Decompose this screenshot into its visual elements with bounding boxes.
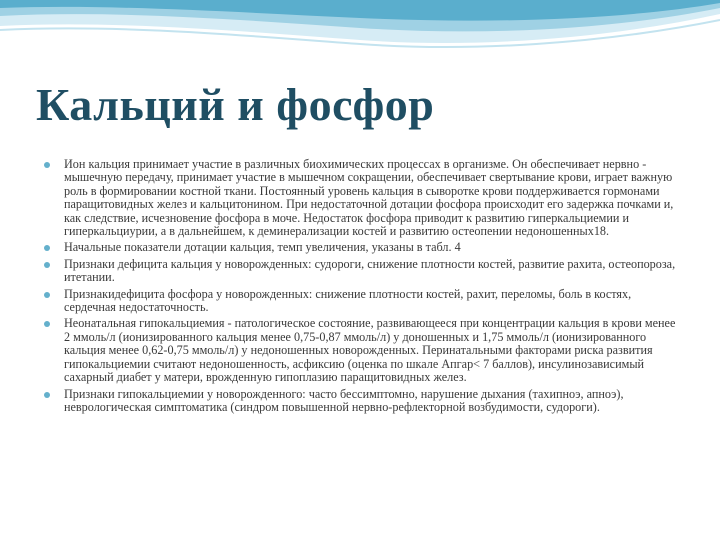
bullet-item [44, 288, 680, 315]
bullet-text: Начальные показатели дотации кальция, темп увеличения, указаны в табл. 4 [64, 240, 461, 255]
bullet-text: Неонатальная гипокальциемия - патологическое состояние, развивающееся при концентрации кальция в крови менее 2 ммоль/л (ионизированного кальция менее 0,75-0,87 ммоль/л) у доношенных и 1,75 ммоль/л (ионизированного кальция менее 0,62-0,75 ммоль/л) у недоношенных новорожденных. Перинатальными факторами риска развития гипокальциемии считают недоношенность, асфиксию (оценка по шкале Апгар< 7 баллов), инсулинозависимый сахарный диабет у матери, врожденную гипоплазию паращитовидных желез. [64, 316, 676, 385]
bullet-text: Признаки гипокальциемии у новорожденного: часто бессимптомно, нарушение дыхания (тахипноэ, апноэ), неврологическая симптоматика (синдром повышенной нервно-рефлекторной возбудимости, судороги). [64, 386, 624, 414]
bullet-item [44, 388, 680, 415]
bullet-text: Признакидефицита фосфора у новорожденных: снижение плотности костей, рахит, переломы, боль в костях, сердечная недостаточность. [64, 286, 632, 315]
bullet-icon [44, 292, 50, 298]
bullet-item [44, 158, 680, 238]
bullet-item [44, 317, 680, 384]
bullet-item [44, 241, 680, 254]
bullet-item [44, 258, 680, 285]
bullet-text: Признаки дефицита кальция у новорожденных: судороги, снижение плотности костей, развитие рахита, остеопороза, итетании. [64, 256, 676, 285]
bullet-text: Ион кальция принимает участие в различных биохимических процессах в организме. Он обеспечивает нервно - мышечную передачу, принимает участие в мышечном сокращении, обеспечивает свертывание крови, играет важную роль в формировании костной ткани. Постоянный уровень кальция в сыворотке крови поддерживается гормонами паращитовидных желез и кальцитонином. При недостаточной дотации фосфора происходит его задержка почками и, как следствие, исчезновение фосфора в моче. Недостаток фосфора приводит к развитию гиперкальциемии и гиперкальциурии, а в дальнейшем, к деминерализации костей и развитию остеопении недоношенных18. [64, 157, 674, 239]
bullet-icon [44, 392, 50, 398]
bullet-icon [44, 162, 50, 168]
slide-title: Кальций и фосфор [36, 79, 435, 130]
bullet-icon [44, 321, 50, 327]
decorative-wave-header [0, 0, 720, 60]
bullet-icon [44, 262, 50, 268]
bullet-icon [44, 245, 50, 251]
bullet-list [44, 158, 680, 417]
